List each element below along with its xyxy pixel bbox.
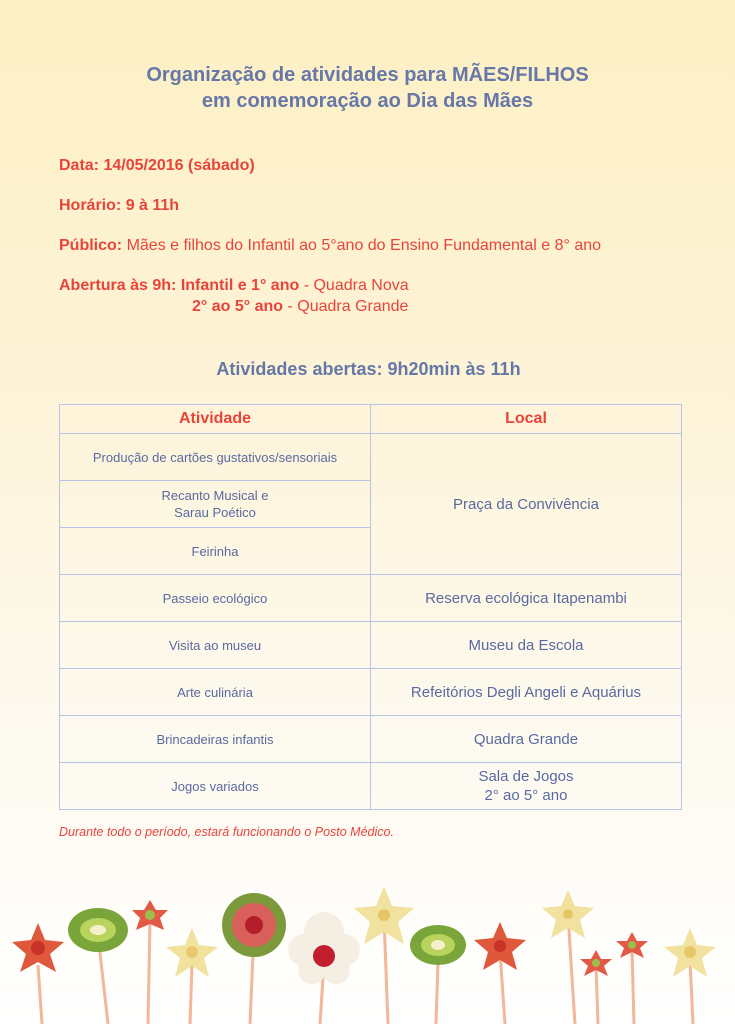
opening-label: Abertura às 9h: <box>59 277 177 294</box>
audience-value: Mães e filhos do Infantil ao 5°ano do Ensino Fundamental e 8° ano <box>126 237 602 254</box>
date-line <box>59 157 255 175</box>
table-row <box>60 434 682 481</box>
watermelon-flower <box>222 893 286 957</box>
audience-label: Público: <box>59 237 123 254</box>
location-cell <box>371 763 682 810</box>
medical-note: Durante todo o período, estará funcionando o Posto Médico. <box>59 825 394 839</box>
activity-cell: Visita ao museu <box>60 622 371 669</box>
time-label: Horário: <box>59 197 122 214</box>
header-activity: Atividade <box>60 405 371 434</box>
location-cell: Refeitórios Degli Angeli e Aquárius <box>371 669 682 716</box>
opening-group-2: 2° ao 5° ano <box>192 298 284 315</box>
location-line: Sala de Jogos <box>478 768 574 785</box>
kiwi-flower <box>410 925 466 965</box>
opening-place-2: - Quadra Grande <box>283 298 409 315</box>
table-row <box>60 669 682 716</box>
fruit-flowers-illustration <box>0 870 735 1024</box>
kiwi-flower <box>68 908 128 952</box>
location-cell: Reserva ecológica Itapenambi <box>371 575 682 622</box>
location-cell: Quadra Grande <box>371 716 682 763</box>
red-star-flower <box>12 923 64 972</box>
title-line-1: Organização de atividades para MÃES/FILHOS <box>146 64 589 86</box>
opening-line-1 <box>59 277 409 295</box>
activity-cell: Arte culinária <box>60 669 371 716</box>
activity-cell: Passeio ecológico <box>60 575 371 622</box>
location-cell: Praça da Convivência <box>371 434 682 575</box>
location-cell: Museu da Escola <box>371 622 682 669</box>
title-line-2: em comemoração ao Dia das Mães <box>201 90 534 112</box>
activity-cell: Produção de cartões gustativos/sensoriais <box>60 434 371 481</box>
activity-cell: Brincadeiras infantis <box>60 716 371 763</box>
time-line <box>59 197 179 215</box>
table-row <box>60 716 682 763</box>
activity-cell <box>60 481 371 528</box>
date-label: Data: <box>59 157 100 174</box>
activity-cell: Jogos variados <box>60 763 371 810</box>
audience-line <box>59 237 601 255</box>
table-row <box>60 763 682 810</box>
table-header-row <box>60 405 682 434</box>
page-title <box>0 62 735 114</box>
activities-heading: Atividades abertas: 9h20min às 11h <box>216 359 521 379</box>
opening-place-1: - Quadra Nova <box>299 277 409 294</box>
activity-cell: Feirinha <box>60 528 371 575</box>
header-location: Local <box>371 405 682 434</box>
activities-table <box>59 404 682 810</box>
time-value: 9 à 11h <box>125 197 180 214</box>
opening-line-2 <box>192 298 408 316</box>
date-value: 14/05/2016 (sábado) <box>103 157 255 174</box>
table-row <box>60 622 682 669</box>
location-line: 2° ao 5° ano <box>484 787 568 804</box>
white-flower <box>288 912 360 984</box>
activity-line: Sarau Poético <box>174 505 256 520</box>
activity-line: Recanto Musical e <box>161 488 269 503</box>
opening-group-1: Infantil e 1° ano <box>180 277 300 294</box>
table-row <box>60 575 682 622</box>
